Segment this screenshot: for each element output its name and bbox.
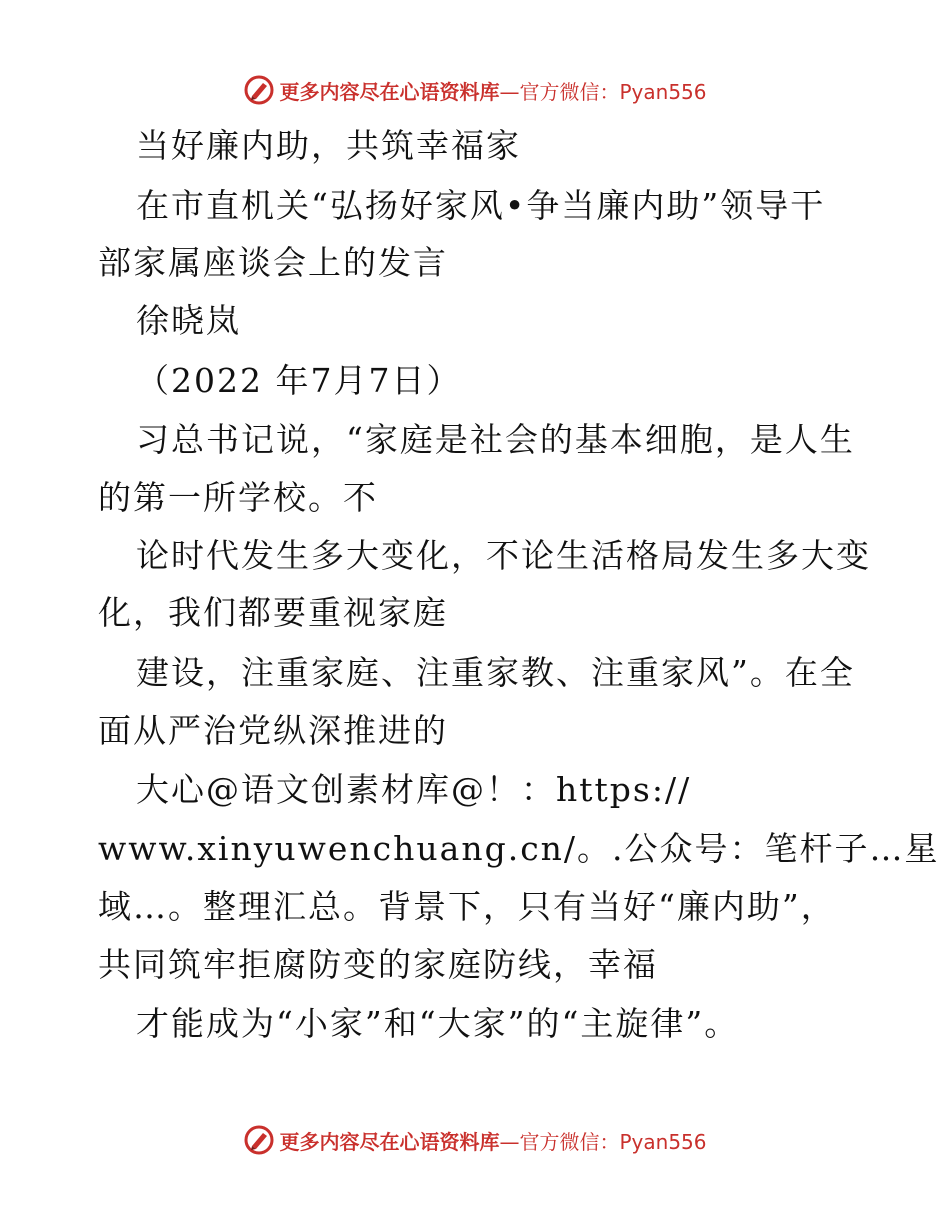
watermark-wechat-label: 官方微信： (519, 1129, 620, 1154)
paragraph-line: 的第一所学校。不 (98, 478, 378, 517)
watermark-separator: — (499, 79, 520, 104)
paragraph-line: 建设，注重家庭、注重家教、注重家风”。在全 (136, 653, 855, 692)
paragraph-line: 面从严治党纵深推进的 (98, 711, 448, 750)
paragraph-line: 论时代发生多大变化，不论生活格局发生多大变 (136, 536, 871, 575)
paragraph-line: 习总书记说，“家庭是社会的基本细胞，是人生 (136, 420, 855, 459)
document-subtitle-line-1: 在市直机关“弘扬好家风•争当廉内助”领导干 (136, 186, 826, 225)
watermark-text (279, 76, 706, 105)
paragraph-line: www.xinyuwenchuang.cn/。.公众号：笔杆子…星 (98, 829, 940, 868)
document-title: 当好廉内助，共筑幸福家 (136, 126, 521, 165)
paragraph-line: 化，我们都要重视家庭 (98, 593, 448, 632)
watermark-wechat-id: Pyan556 (619, 1129, 707, 1154)
footer-watermark-banner (0, 1122, 950, 1158)
document-date: （2022 年7月7日） (136, 361, 462, 400)
header-watermark-banner (0, 72, 950, 108)
paragraph-line: 域…。整理汇总。背景下，只有当好“廉内助”， (98, 887, 836, 926)
watermark-wechat-label: 官方微信： (519, 79, 620, 104)
paragraph-line: 才能成为“小家”和“大家”的“主旋律”。 (136, 1004, 740, 1043)
watermark-brand: 更多内容尽在心语资料库 (279, 1129, 500, 1154)
paragraph-line: 大心@语文创素材库@！：https:// (136, 770, 692, 809)
document-subtitle-line-2: 部家属座谈会上的发言 (98, 243, 448, 282)
watermark-brand: 更多内容尽在心语资料库 (279, 79, 500, 104)
pen-circle-logo-icon (243, 1124, 275, 1156)
document-author: 徐晓岚 (136, 301, 241, 340)
watermark-wechat-id: Pyan556 (619, 79, 707, 104)
watermark-text (279, 1126, 706, 1155)
watermark-separator: — (499, 1129, 520, 1154)
paragraph-line: 共同筑牢拒腐防变的家庭防线，幸福 (98, 945, 658, 984)
pen-circle-logo-icon (243, 74, 275, 106)
